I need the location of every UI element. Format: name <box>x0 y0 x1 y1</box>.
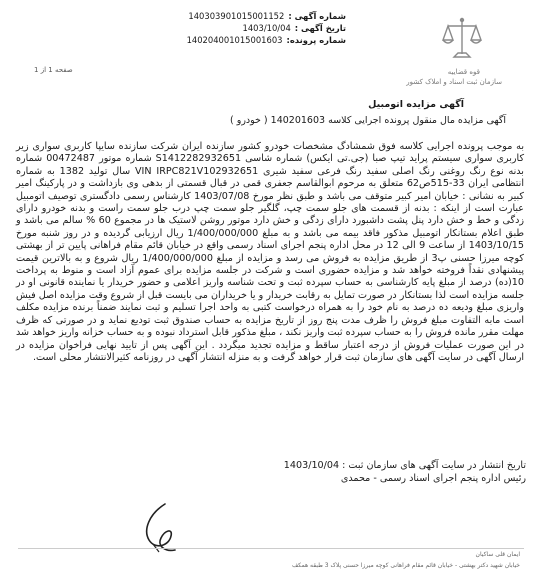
notice-title: آگهی مزایده اتومبیل <box>368 99 464 110</box>
file-number-row <box>186 34 346 46</box>
notice-meta <box>186 10 346 46</box>
org-subtitle: سازمان ثبت اسناد و املاک کشور <box>406 78 502 86</box>
notice-subtitle: آگهی مزایده مال منقول پرونده اجرایی کلاسه 140201603 ( خودرو ) <box>230 115 506 126</box>
file-number: 140204001015001603 <box>186 35 283 45</box>
page-indicator: صفحه 1 از 1 <box>34 66 73 74</box>
notice-number-label: شماره آگهی : <box>288 11 346 21</box>
notice-footer <box>250 459 526 485</box>
footer-address: خیابان شهید دکتر بهشتی - خیابان قائم مقام فراهانی کوچه میرزا حسنی پلاک 3 طبقه همکف <box>291 562 520 569</box>
scales-of-justice-icon <box>442 16 482 62</box>
notice-body: به موجب پرونده اجرایی کلاسه فوق شمشادگ مشخصات خودرو کشور سازنده ایران شرکت سازنده سایپا کاربری سواری زیر کاربری سواری سیستم پراید تیپ صبا (جی.تی ایکس) شماره شاسی S1412282932651 شماره موتور 00472487 شماره بدنه نوع رنگ روغنی رنگ اصلی سفید رنگ فرعی سفید شیری VIN IRPC821V102932651 سال تولید 1382 به شماره انتظامی ایران 33-515ص62 متعلق به مرحوم ابوالقاسم جعفری قمی در قبال قسمتی از بدهی وی بازداشت و در پارکینگ امیر کبیر به نشانی : خیابان امیر کبیر متوقف می باشد و طبق نظر مورخ 1403/07/08 کارشناس رسمی دادگستری توصیف اتومبیل عبارت است از اینکه : بدنه از قسمت های جلو سمت چپ، گلگیر جلو سمت چپ درب جلو سمت راست و بدنه خودرو دارای زدگی و خط و خش دارد پنل پشت داشبورد دارای زدگی و خش دارد موتور روشن لاستیک ها در مجموع 60 % سالم می باشد و طبق اعلام بستانکار اتومبیل مذکور فاقد بیمه می باشد و به مبلغ 1/400/000/000 ریال ارزیابی گردیده و در روز شنبه مورخ 1403/10/15 از ساعت 9 الی 12 در محل اداره پنجم اجرای اسناد رسمی واقع در خیابان قائم مقام فراهانی پایین تر از بهشتی کوچه میرزا حسنی پ3 از طریق مزایده به فروش می رسد و مزایده از مبلغ 1/400/000/000 ریال شروع و به بالاترین قیمت پیشنهادی نقداً فروخته خواهد شد و مزایده حضوری است و شرکت در جلسه مزایده برای عموم آزاد است و منوط به پرداخت 10(ده) درصد از مبلغ پایه کارشناسی به حساب سپرده ثبت و تحت شناسه واریز اعلامی و حضور خریدار یا نماینده قانونی او در جلسه مزایده است لذا بستانکار در صورت تمایل به رقابت خریدار و یا خریداران می بایست قبل از شروع وقت مزایده اصل فیش واریزی مبلغ ودیعه ده درصد به نام خود را به همراه درخواست کتبی به واحد اجرا تسلیم و ثبت نمایند ضمناً برنده مزایده مکلف است مابه التفاوت مبلغ فروش را ظرف مدت پنج روز از تاریخ مزایده به حساب صندوق ثبت تودیع نماید و در صورتی که ظرف مهلت مقرر مانده فروش را به حساب سپرده ثبت واریز نکند ، مبلغ مذکور قابل استرداد نبوده و به حساب خزانه واریز خواهد شد در این صورت عملیات فروش از درجه اعتبار ساقط و مزایده تجدید میگردد . این آگهی پس از تایید نهایی فراخوان مزایده در ارسال آگهی در سایت آگهی های سازمان ثبت قرار خواهد گرفت و به منزله انتشار آگهی در روزنامه کثیرالانتشار محلی است. <box>16 141 525 363</box>
footer-name: ایمان قلی ساکیان <box>475 551 520 558</box>
signer-line: رئیس اداره پنجم اجرای اسناد رسمی - محمدی <box>340 473 526 484</box>
notice-date-row <box>196 22 346 34</box>
notice-number-row <box>188 10 346 22</box>
file-number-label: شماره پرونده: <box>286 35 346 45</box>
footer-divider <box>18 548 524 549</box>
org-name: قوه قضاییه <box>447 68 480 76</box>
notice-number: 140303901015001152 <box>188 11 285 21</box>
publish-date-line: تاریخ انتشار در سایت آگهی های سازمان ثبت : 1403/10/04 <box>283 460 526 471</box>
notice-date: 1403/10/04 <box>242 23 291 33</box>
notice-date-label: تاریخ آگهی : <box>294 23 346 33</box>
judiciary-emblem <box>382 16 502 86</box>
